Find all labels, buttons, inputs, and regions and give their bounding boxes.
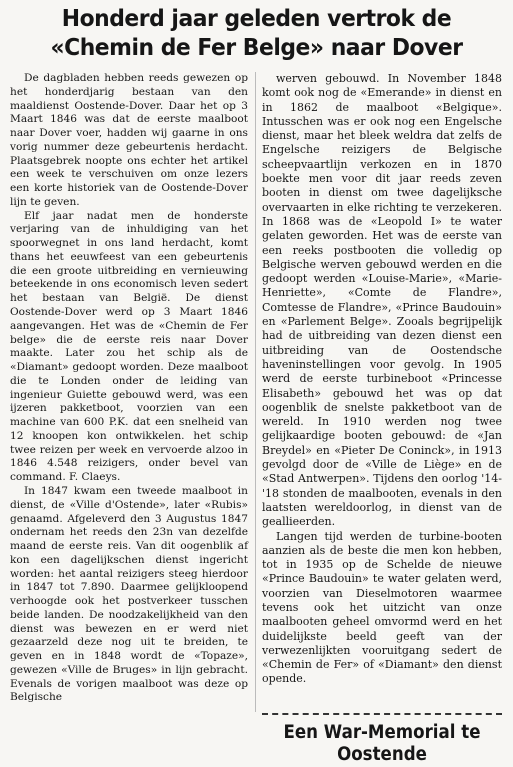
article-paragraph: In 1847 kwam een tweede maalboot in dienst, de «Ville d'Ostende», later «Rubis» genaamd. Afgeleverd den 3 Augustus 1847 ondernam het reeds den 23n van dezelfde maand de eerste reis. Van dit oogenblik af kon een dagelijkschen dienst ingericht worden: het aantal reizigers steeg hierdoor in 1847 tot 7.890. Daarmee gelijkloopend verhoogde ook het postverkeer tusschen beide landen. De noodzakelijkheid van den dienst was bewezen en er werd niet gezaarzeld deze nog uit te breiden, te geven en in 1848 wordt de «Topaze», gewezen «Ville de Bruges» in lijn gebracht. Evenals de vorigen maalboot was deze op Belgische — [10, 484, 248, 704]
article-paragraph: werven gebouwd. In November 1848 komt ook nog de «Emerande» in dienst en in 1862 de maalboot «Belgique». Intusschen was er ook nog een Engelsche dienst, maar het bleek weldra dat zelfs de Engelsche reizigers de Belgische scheepvaartlijn verkozen en in 1870 boekte men voor dit jaar reeds zeven booten in dienst om twee dagelijksche overvaarten in elke richting te verzekeren. In 1868 was de «Leopold I» te water gelaten geworden. Het was de eerste van een reeks postbooten die volledig op Belgische werven gebouwd werden en die gedoopt werden «Louise-Marie», «Marie-Henriette», «Comte de Flandre», Comtesse de Flandre», «Prince Baudouin» en «Parlement Belge». Zooals begrijpelijk had de uitbreiding van dezen dienst een uitbreiding van de Oostendsche haveninstellingen voor gevolg. In 1905 werd de eerste turbineboot «Princesse Elisabeth» gebouwd het was op dat oogenblik de snelste pakketboot van de wereld. In 1910 werden nog twee gelijkaardige booten gebouwd: de «Jan Breydel» en «Pieter De Coninck», in 1913 gevolgd door de «Ville de Liège» en de «Stad Antwerpen». Tijdens den oorlog '14-'18 stonden de maalbooten, evenals in den laatsten wereldoorlog, in dienst van de geallieerden. — [262, 72, 502, 529]
article-headline — [18, 4, 495, 62]
article-paragraph: Langen tijd werden de turbine-booten aanzien als de beste die men kon hebben, tot in 1935 op de Schelde de nieuwe «Prince Baudouin» te water gelaten werd, voorzien van Dieselmotoren waarmee tevens ook het uitzicht van onze maalbooten geheel omvormd werd en het duidelijkste beeld geeft van der verwezenlijkten vooruitgang sedert de «Chemin de Fer» of «Diamant» den dienst opende. — [262, 529, 502, 686]
headline-line-2: «Chemin de Fer Belge» naar Dover — [50, 33, 463, 61]
subhead-line-1: Een War-Memorial te — [283, 722, 481, 743]
article-column-left — [10, 72, 248, 705]
subhead-line-2: Oostende — [337, 744, 427, 765]
headline-line-1: Honderd jaar geleden vertrok de — [61, 4, 452, 32]
section-divider — [262, 713, 502, 715]
column-divider — [255, 72, 256, 712]
article-paragraph: De dagbladen hebben reeds gewezen op het honderdjarig bestaan van den maaldienst Oostende-Dover. Daar het op 3 Maart 1846 was dat de eerste maalboot naar Dover voer, hadden wij gaarne in ons vorig nummer deze gebeurtenis herdacht. Plaatsgebrek noopte ons echter het artikel een week te verschuiven om onze lezers een korte historiek van de Oostende-Dover lijn te geven. — [10, 72, 248, 208]
article-paragraph: Elf jaar nadat men de honderste verjaring van de inhuldiging van het spoorwegnet in ons land herdacht, komt thans het eeuwfeest van een gebeurtenis die een groote uitbreiding en vernieuwing beteekende in ons economisch leven sedert het bestaan van België. De dienst Oostende-Dover werd op 3 Maart 1846 aangevangen. Het was de «Chemin de Fer belge» die de eerste reis naar Dover maakte. Later zou het schip als de «Diamant» gedoopt worden. Deze maalboot die te Londen onder de leiding van ingenieur Guiette gebouwd werd, was een ijzeren pakketboot, voorzien van een machine van 600 P.K. dat een snelheid van 12 knoopen kon ontwikkelen. het schip twee reizen per week en vervoerde alzoo in 1846 4.548 reizigers, onder bevel van command. F. Claeys. — [10, 209, 248, 484]
next-article-headline — [274, 722, 490, 766]
article-column-right — [262, 72, 502, 687]
